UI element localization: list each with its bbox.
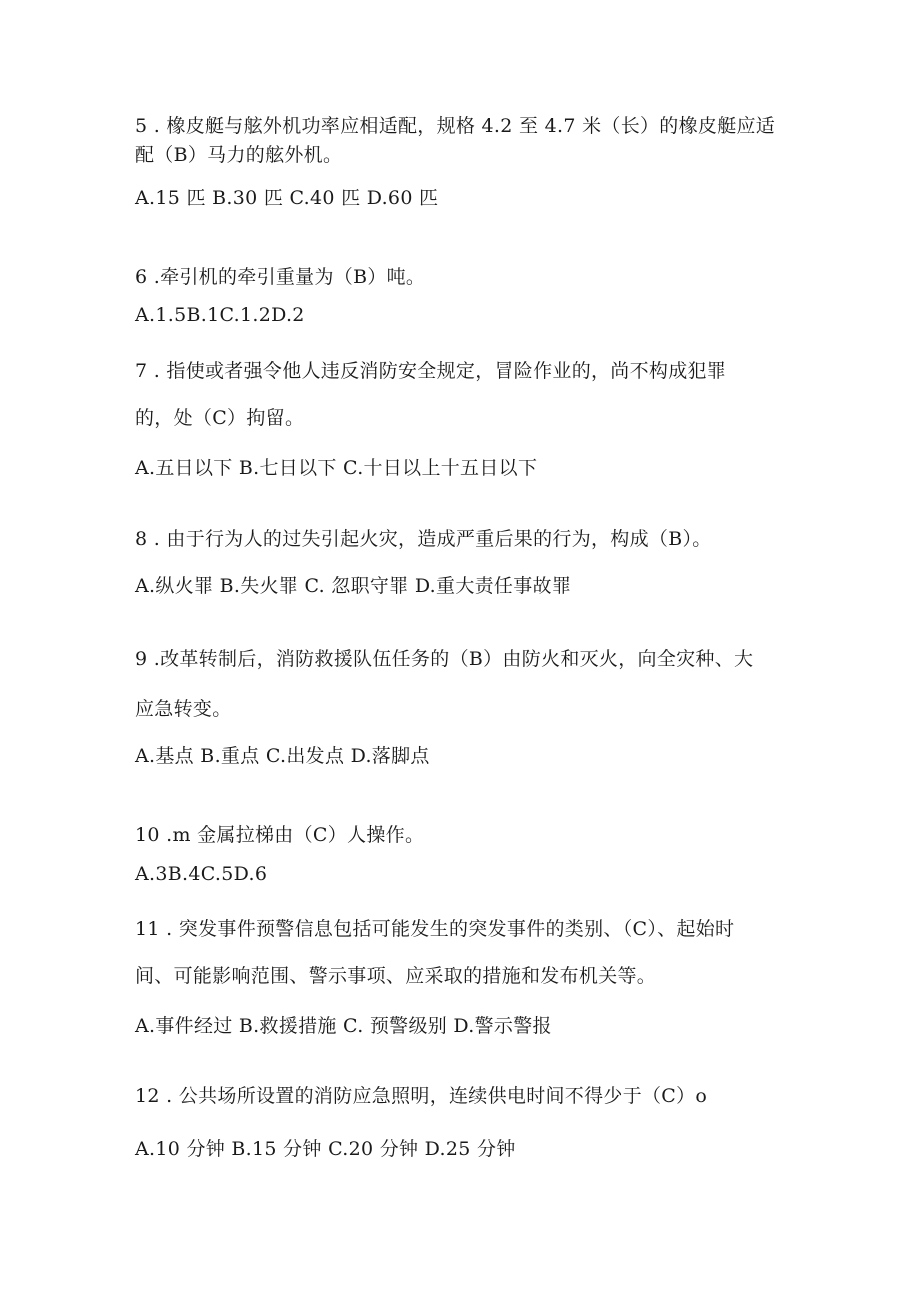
question-11-line-1: 11 . 突发事件预警信息包括可能发生的突发事件的类别、（C）、起始时 — [135, 918, 735, 940]
question-9-line-1: 9 .改革转制后，消防救援队伍任务的（B）由防火和灭火，向全灾种、大 — [135, 648, 754, 670]
question-7-options: A.五日以下 B.七日以下 C.十日以上十五日以下 — [135, 457, 538, 479]
question-10-options: A.3B.4C.5D.6 — [135, 863, 268, 885]
question-12-line-1: 12 . 公共场所设置的消防应急照明，连续供电时间不得少于（C）o — [135, 1085, 708, 1107]
question-9-options: A.基点 B.重点 C.出发点 D.落脚点 — [135, 745, 430, 767]
question-12-options: A.10 分钟 B.15 分钟 C.20 分钟 D.25 分钟 — [135, 1138, 516, 1160]
question-8-line-1: 8 . 由于行为人的过失引起火灾，造成严重后果的行为，构成（B）。 — [135, 528, 712, 550]
question-9-line-2: 应急转变。 — [135, 698, 232, 720]
question-5-options: A.15 匹 B.30 匹 C.40 匹 D.60 匹 — [135, 187, 439, 209]
question-6-options: A.1.5B.1C.1.2D.2 — [135, 304, 305, 326]
question-10-line-1: 10 .m 金属拉梯由（C）人操作。 — [135, 824, 425, 846]
question-5-line-1: 5 . 橡皮艇与舷外机功率应相适配，规格 4.2 至 4.7 米（长）的橡皮艇应适 — [135, 115, 776, 137]
question-7-line-1: 7 . 指使或者强令他人违反消防安全规定，冒险作业的，尚不构成犯罪 — [135, 360, 727, 382]
question-5-line-2: 配（B）马力的舷外机。 — [135, 144, 343, 166]
question-11-options: A.事件经过 B.救援措施 C. 预警级别 D.警示警报 — [135, 1015, 552, 1037]
question-6-line-1: 6 .牵引机的牵引重量为（B）吨。 — [135, 266, 426, 288]
question-11-line-2: 间、可能影响范围、警示事项、应采取的措施和发布机关等。 — [135, 965, 657, 987]
question-8-options: A.纵火罪 B.失火罪 C. 忽职守罪 D.重大责任事故罪 — [135, 575, 572, 597]
question-7-line-2: 的，处（C）拘留。 — [135, 407, 305, 429]
